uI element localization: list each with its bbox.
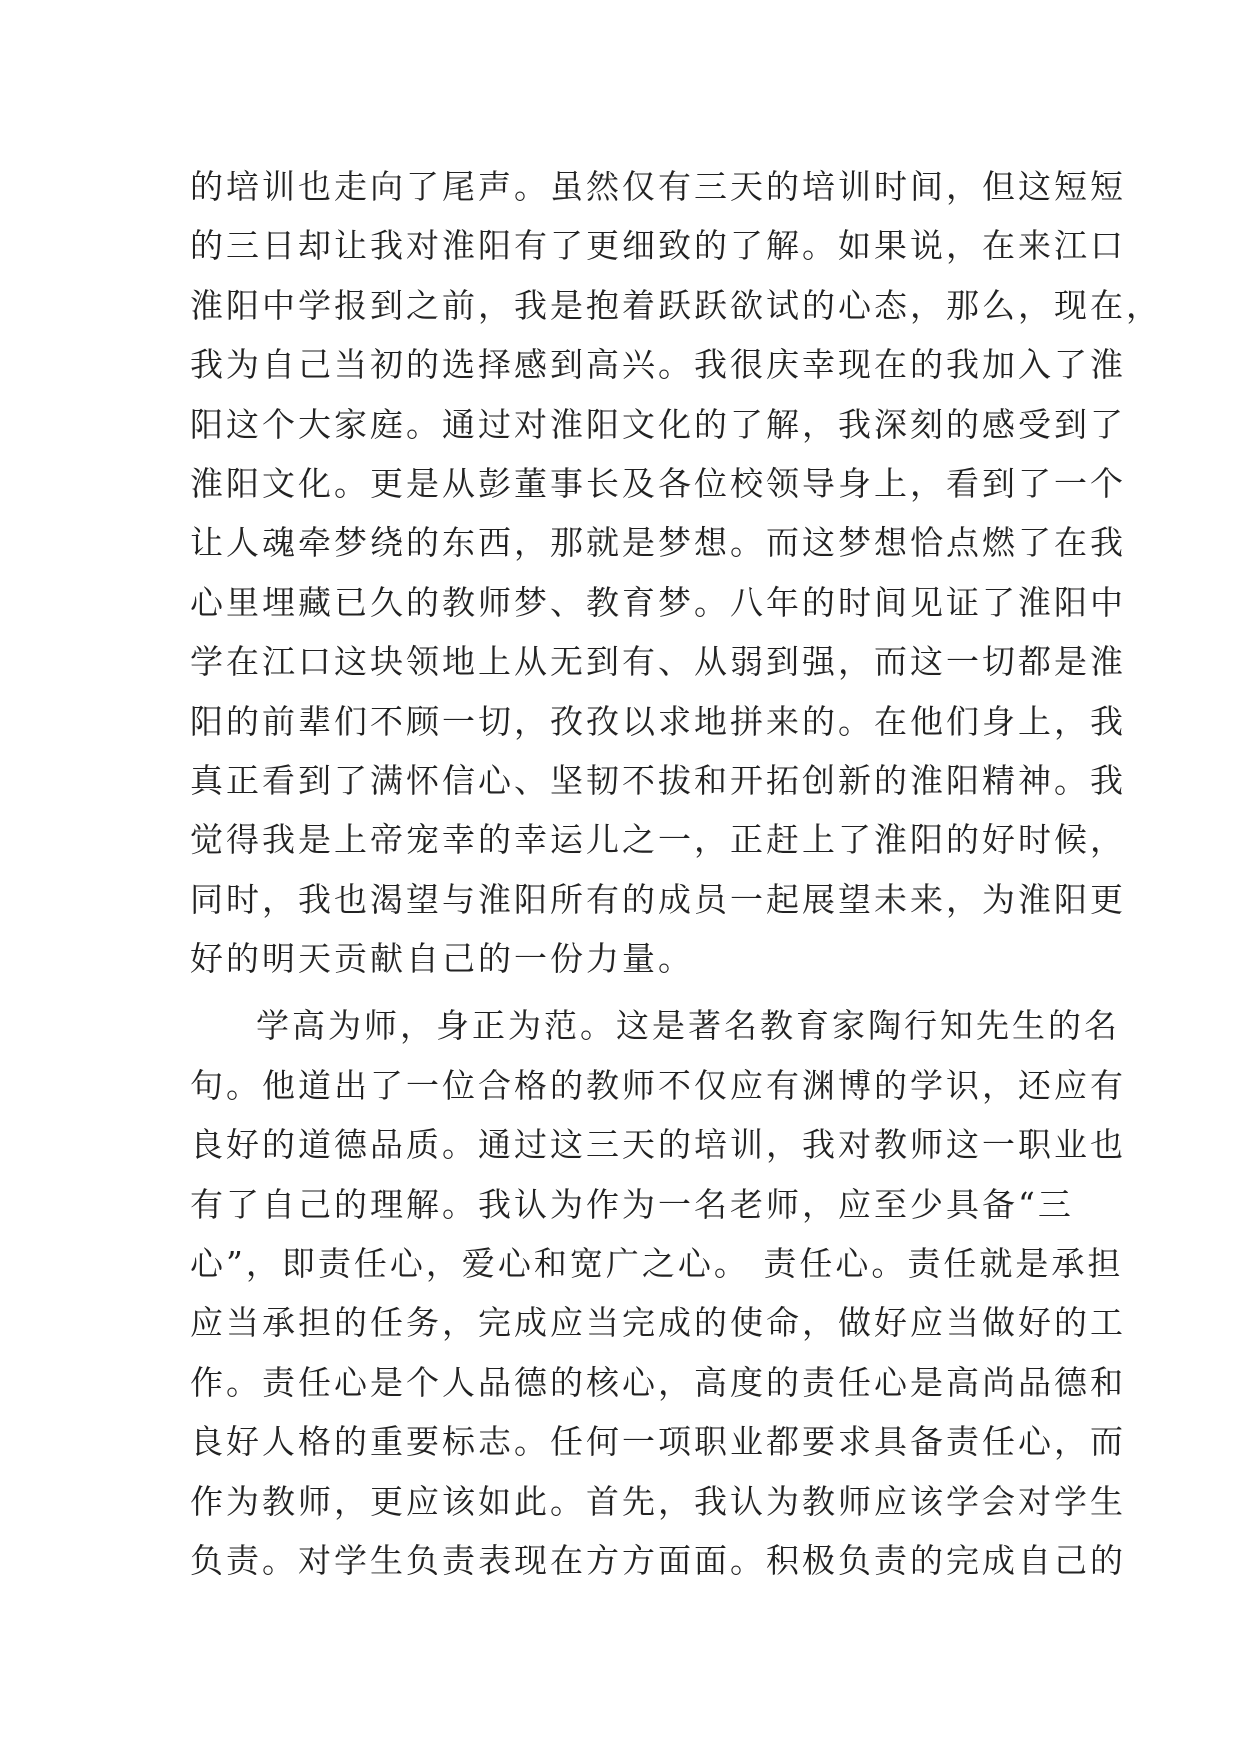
text-line: 心里埋藏已久的教师梦、教育梦。八年的时间见证了淮阳中 — [190, 582, 1126, 622]
text-line: 有了自己的理解。我认为作为一名老师，应至少具备“三 — [190, 1184, 1074, 1224]
paragraph-gap — [190, 988, 1050, 996]
text-line: 阳这个大家庭。通过对淮阳文化的了解，我深刻的感受到了 — [190, 404, 1126, 444]
text-line: 良好的道德品质。通过这三天的培训，我对教师这一职业也 — [190, 1125, 1126, 1165]
text-line: 淮阳中学报到之前，我是抱着跃跃欲试的心态，那么，现在， — [190, 285, 1162, 325]
text-line: 的三日却让我对淮阳有了更细致的了解。如果说，在来江口 — [190, 226, 1126, 266]
text-line: 让人魂牵梦绕的东西，那就是梦想。而这梦想恰点燃了在我 — [190, 523, 1126, 563]
text-line: 负责。对学生负责表现在方方面面。积极负责的完成自己的 — [190, 1540, 1126, 1580]
text-line: 阳的前辈们不顾一切，孜孜以求地拼来的。在他们身上，我 — [190, 701, 1126, 741]
text-line: 良好人格的重要标志。任何一项职业都要求具备责任心，而 — [190, 1422, 1126, 1462]
text-line: 句。他道出了一位合格的教师不仅应有渊博的学识，还应有 — [190, 1065, 1126, 1105]
document-body — [190, 157, 1162, 1590]
text-line: 的培训也走向了尾声。虽然仅有三天的培训时间，但这短短 — [190, 167, 1126, 206]
text-line: 应当承担的任务，完成应当完成的使命，做好应当做好的工 — [190, 1303, 1126, 1343]
text-line: 真正看到了满怀信心、坚韧不拔和开拓创新的淮阳精神。我 — [190, 760, 1126, 800]
paragraph-2 — [190, 996, 1126, 1590]
paragraph-1 — [190, 157, 1162, 988]
text-line: 觉得我是上帝宠幸的幸运儿之一，正赶上了淮阳的好时候， — [190, 820, 1126, 860]
text-line: 同时，我也渴望与淮阳所有的成员一起展望未来，为淮阳更 — [190, 879, 1126, 919]
text-line: 学高为师，身正为范。这是著名教育家陶行知先生的名 — [256, 1006, 1120, 1046]
text-line: 作为教师，更应该如此。首先，我认为教师应该学会对学生 — [190, 1481, 1126, 1521]
text-line: 学在江口这块领地上从无到有、从弱到强，而这一切都是淮 — [190, 642, 1126, 682]
text-line: 作。责任心是个人品德的核心，高度的责任心是高尚品德和 — [190, 1362, 1126, 1402]
text-line: 淮阳文化。更是从彭董事长及各位校领导身上，看到了一个 — [190, 463, 1126, 503]
text-line: 我为自己当初的选择感到高兴。我很庆幸现在的我加入了淮 — [190, 345, 1126, 385]
text-line: 心”，即责任心，爱心和宽广之心。 责任心。责任就是承担 — [190, 1244, 1124, 1284]
text-line: 好的明天贡献自己的一份力量。 — [190, 939, 694, 979]
